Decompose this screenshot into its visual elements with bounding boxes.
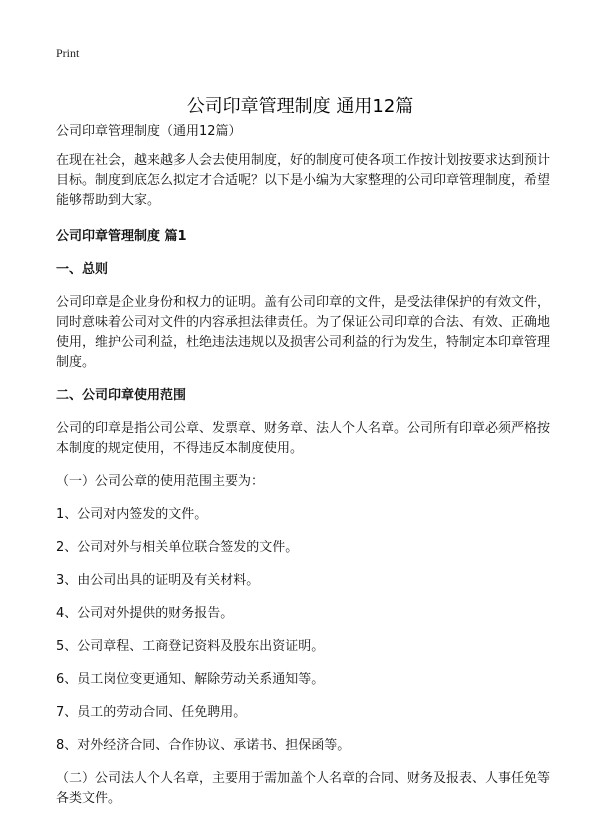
- list-item: 3、由公司出具的证明及有关材料。: [56, 573, 260, 588]
- list-item: 5、公司章程、工商登记资料及股东出资证明。: [56, 639, 325, 654]
- part2-body: 公司的印章是指公司公章、发票章、财务章、法人个人名章。公司所有印章必须严格按本制度的规定使用，不得违反本制度使用。: [56, 421, 551, 456]
- list-item: 6、员工岗位变更通知、解除劳动关系通知等。: [56, 672, 325, 687]
- list-item: 4、公司对外提供的财务报告。: [56, 606, 234, 621]
- intro-paragraph: 在现在社会，越来越多人会去使用制度，好的制度可使各项工作按计划按要求达到预计目标。制度到底怎么拟定才合适呢？以下是小编为大家整理的公司印章管理制度，希望能够帮助到大家。: [56, 153, 551, 208]
- document-subtitle: 公司印章管理制度（通用12篇）: [56, 124, 242, 139]
- section-heading: 公司印章管理制度 篇1: [56, 229, 187, 244]
- print-label: Print: [56, 46, 80, 60]
- list-item: 7、员工的劳动合同、任免聘用。: [56, 705, 247, 720]
- list-item: 2、公司对外与相关单位联合签发的文件。: [56, 540, 299, 555]
- sub2-paragraph: （二）公司法人个人名章，主要用于需加盖个人名章的合同、财务及报表、人事任免等各类文件。: [56, 771, 551, 806]
- document-body: [56, 122, 552, 809]
- sub1-heading: （一）公司公章的使用范围主要为：: [56, 474, 265, 489]
- part1-body: 公司印章是企业身份和权力的证明。盖有公司印章的文件，是受法律保护的有效文件，同时意味着公司对文件的内容承担法律责任。为了保证公司印章的合法、有效、正确地使用，维护公司利益，杜绝违法违规以及损害公司利益的行为发生，特制定本印章管理制度。: [56, 295, 551, 370]
- document-title: 公司印章管理制度 通用12篇: [186, 96, 414, 118]
- list-item: 8、对外经济合同、合作协议、承诺书、担保函等。: [56, 738, 351, 753]
- list-item: 1、公司对内签发的文件。: [56, 507, 208, 522]
- part1-heading: 一、总则: [56, 262, 109, 277]
- part2-heading: 二、公司印章使用范围: [56, 388, 187, 403]
